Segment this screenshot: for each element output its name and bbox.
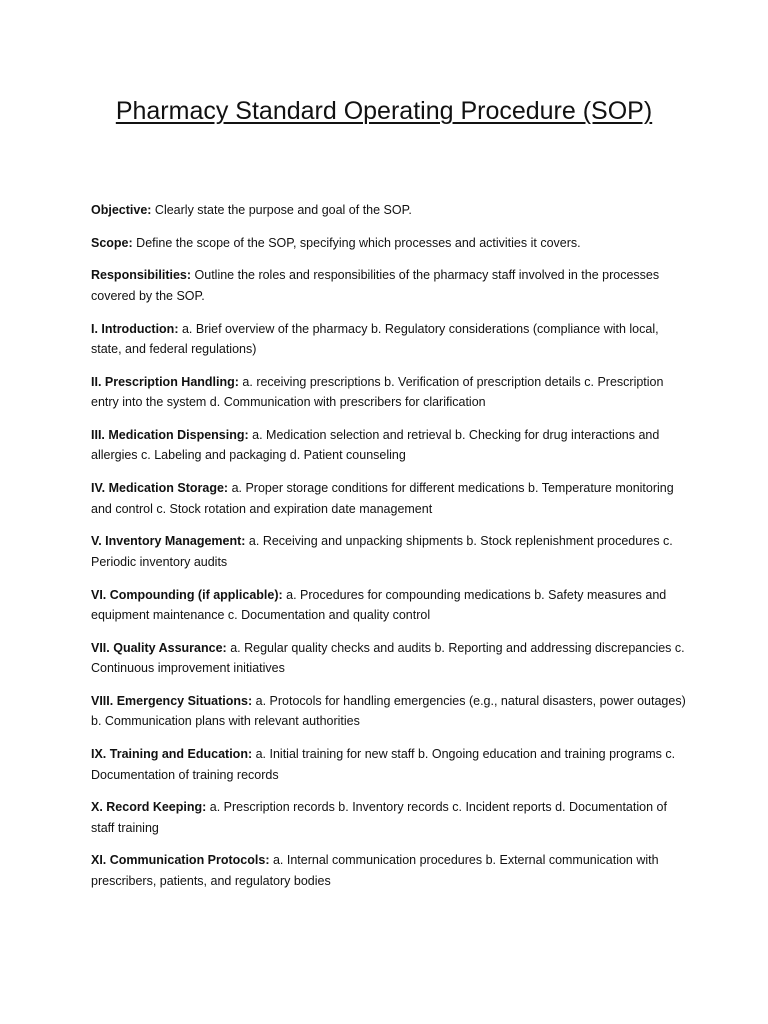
section-text: a. Receiving and unpacking shipments b. Stock replenishment procedures c. Periodic inventory audits [91, 534, 673, 569]
section-label: X. Record Keeping: [91, 800, 207, 815]
section-quality-assurance [91, 638, 686, 679]
paragraph-text: Define the scope of the SOP, specifying which processes and activities it covers. [136, 235, 581, 250]
section-inventory-management [91, 531, 686, 572]
paragraph-scope [91, 233, 686, 254]
section-label: VIII. Emergency Situations: [91, 693, 253, 708]
section-text: a. Proper storage conditions for different medications b. Temperature monitoring and control c. Stock rotation and expiration date management [91, 481, 674, 516]
section-medication-storage [91, 478, 686, 519]
section-record-keeping [91, 797, 686, 838]
section-text: a. Initial training for new staff b. Ongoing education and training programs c. Documentation of training records [91, 747, 676, 782]
section-emergency-situations [91, 691, 686, 732]
document-body [91, 200, 686, 904]
section-label: II. Prescription Handling: [91, 374, 239, 389]
section-label: III. Medication Dispensing: [91, 427, 249, 442]
section-text: a. Regular quality checks and audits b. Reporting and addressing discrepancies c. Continuous improvement initiatives [91, 640, 685, 676]
paragraph-responsibilities [91, 265, 686, 306]
paragraph-label: Responsibilities: [91, 268, 192, 283]
section-text: a. Procedures for compounding medications b. Safety measures and equipment maintenance c. Documentation and quality control [91, 587, 667, 622]
section-label: VII. Quality Assurance: [91, 640, 227, 655]
section-training-education [91, 744, 686, 785]
paragraph-text: Clearly state the purpose and goal of the SOP. [154, 203, 412, 217]
section-medication-dispensing [91, 425, 686, 466]
section-label: VI. Compounding (if applicable): [91, 587, 283, 602]
section-text: a. Prescription records b. Inventory records c. Incident reports d. Documentation of staff training [91, 800, 667, 835]
section-text: a. Protocols for handling emergencies (e.g., natural disasters, power outages) b. Communication plans with relevant authorities [91, 693, 686, 729]
section-text: a. receiving prescriptions b. Verification of prescription details c. Prescription entry into the system d. Communication with prescribers for clarification [91, 374, 664, 410]
section-label: XI. Communication Protocols: [91, 853, 270, 868]
paragraph-label: Scope: [91, 235, 133, 250]
section-text: a. Internal communication procedures b. External communication with prescribers, patients, and regulatory bodies [91, 853, 659, 888]
section-text: a. Brief overview of the pharmacy b. Regulatory considerations (compliance with local, state, and federal regulations) [91, 321, 659, 357]
section-text: a. Medication selection and retrieval b. Checking for drug interactions and allergies c. Labeling and packaging d. Patient counseling [91, 427, 660, 463]
section-prescription-handling [91, 372, 686, 413]
section-label: IV. Medication Storage: [91, 481, 229, 496]
section-introduction [91, 319, 686, 360]
section-label: V. Inventory Management: [91, 534, 246, 549]
section-label: IX. Training and Education: [91, 747, 253, 762]
paragraph-label: Objective: [91, 203, 152, 217]
section-compounding [91, 585, 686, 626]
paragraph-text: Outline the roles and responsibilities of the pharmacy staff involved in the processes covered by the SOP. [91, 268, 660, 303]
paragraph-objective [91, 200, 686, 221]
document-title: Pharmacy Standard Operating Procedure (SOP) [115, 97, 653, 125]
section-communication-protocols [91, 850, 686, 891]
section-label: I. Introduction: [91, 321, 179, 336]
